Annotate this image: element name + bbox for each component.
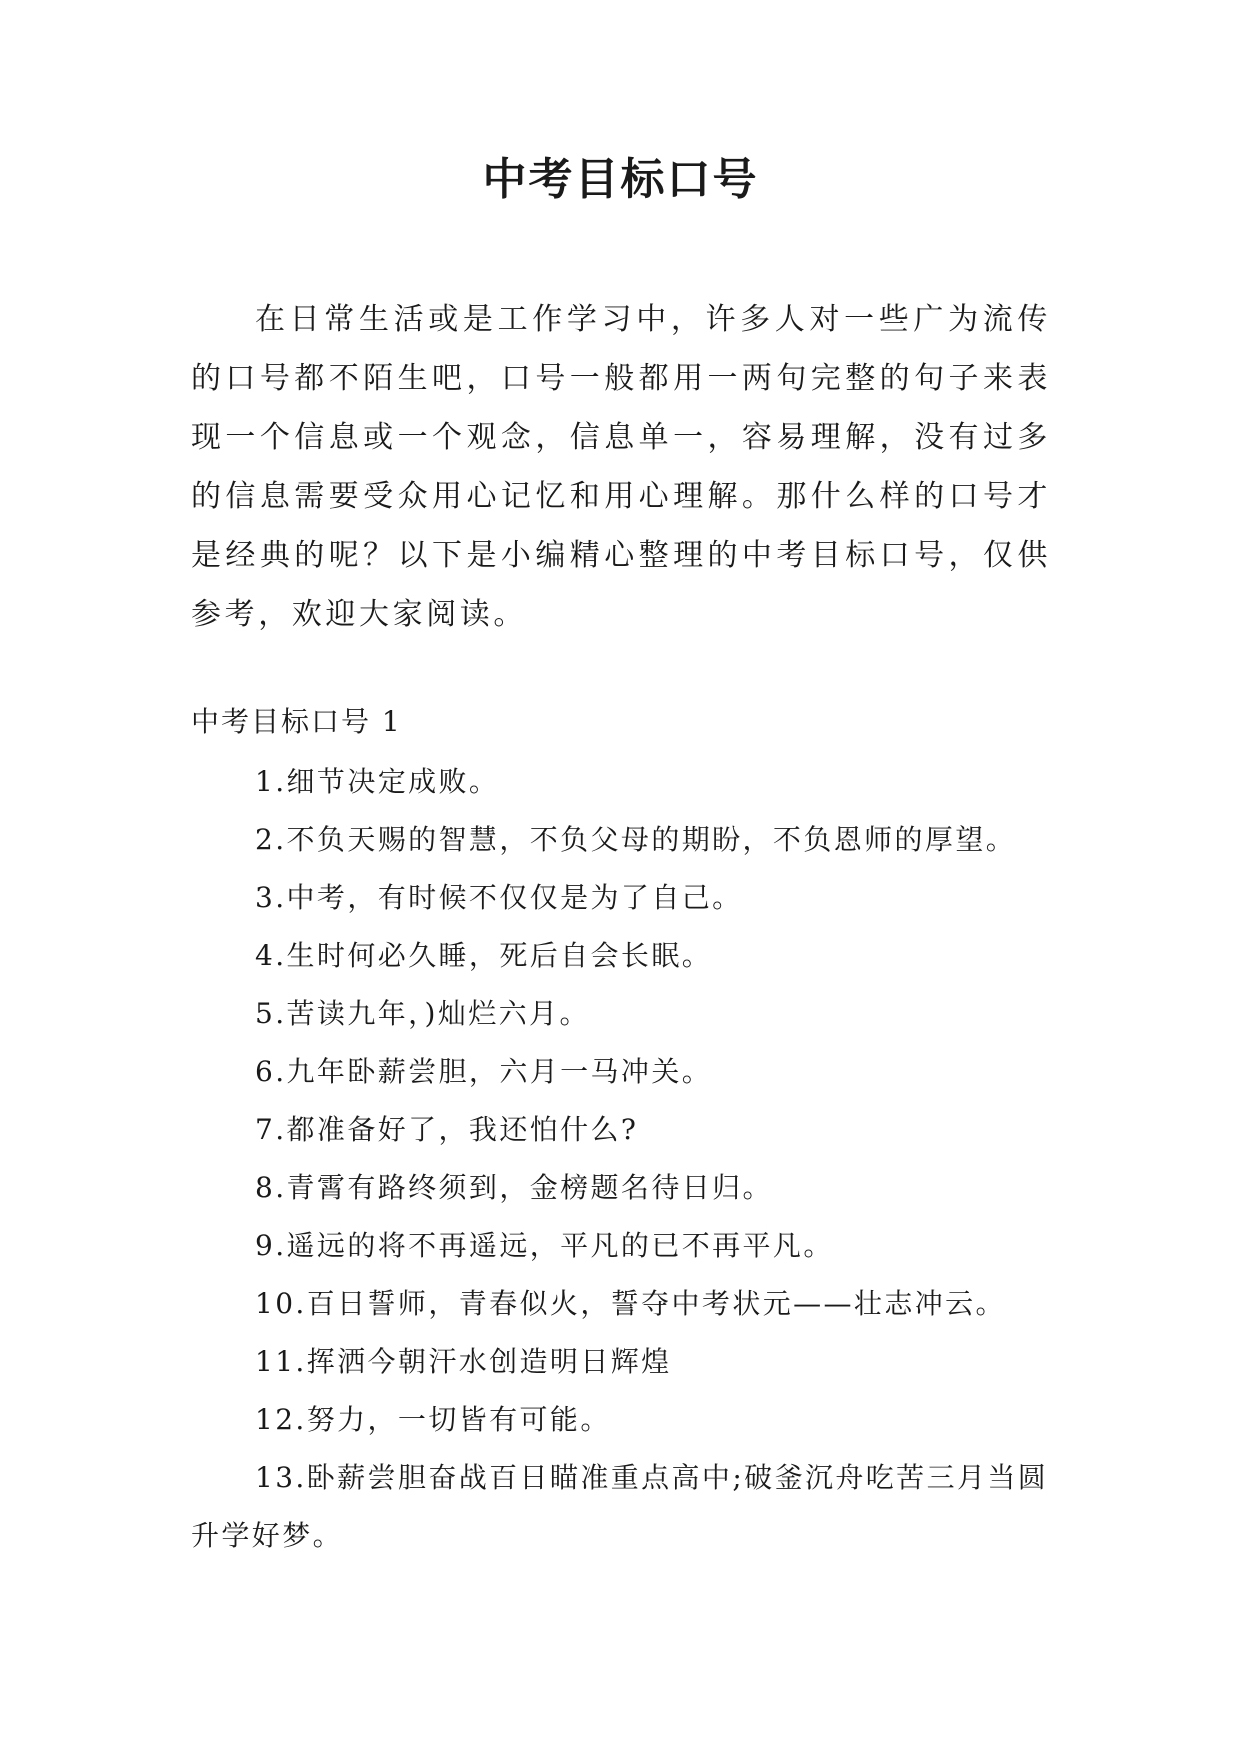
section-heading: 中考目标口号 1 — [191, 705, 402, 738]
slogan-item: 11.挥洒今朝汗水创造明日辉煌 — [255, 1345, 672, 1378]
slogan-item: 7.都准备好了，我还怕什么? — [255, 1113, 639, 1146]
slogan-item: 5.苦读九年，)灿烂六月。 — [255, 997, 590, 1030]
slogan-item: 13.卧薪尝胆奋战百日瞄准重点高中;破釜沉舟吃苦三月当圆升学好梦。 — [191, 1461, 1049, 1552]
slogan-list — [191, 753, 1071, 1565]
slogan-item: 10.百日誓师，青春似火，誓夺中考状元——壮志冲云。 — [255, 1287, 1006, 1320]
slogan-item: 4.生时何必久睡，死后自会长眠。 — [255, 939, 713, 972]
slogan-item: 3.中考，有时候不仅仅是为了自己。 — [255, 881, 743, 914]
slogan-item: 12.努力，一切皆有可能。 — [255, 1403, 611, 1436]
slogan-item: 2.不负天赐的智慧，不负父母的期盼，不负恩师的厚望。 — [255, 823, 1017, 856]
slogan-item: 6.九年卧薪尝胆，六月一马冲关。 — [255, 1055, 713, 1088]
slogan-item: 8.青霄有路终须到，金榜题名待日归。 — [255, 1171, 773, 1204]
slogan-item: 1.细节决定成败。 — [255, 765, 500, 798]
document-title: 中考目标口号 — [482, 154, 759, 205]
slogan-item: 9.遥远的将不再遥远，平凡的已不再平凡。 — [255, 1229, 834, 1262]
intro-paragraph: 在日常生活或是工作学习中，许多人对一些广为流传的口号都不陌生吧，口号一般都用一两句完整的句子来表现一个信息或一个观念，信息单一，容易理解，没有过多的信息需要受众用心记忆和用心理解。那什么样的口号才是经典的呢？以下是小编精心整理的中考目标口号，仅供参考，欢迎大家阅读。 — [191, 302, 1051, 632]
